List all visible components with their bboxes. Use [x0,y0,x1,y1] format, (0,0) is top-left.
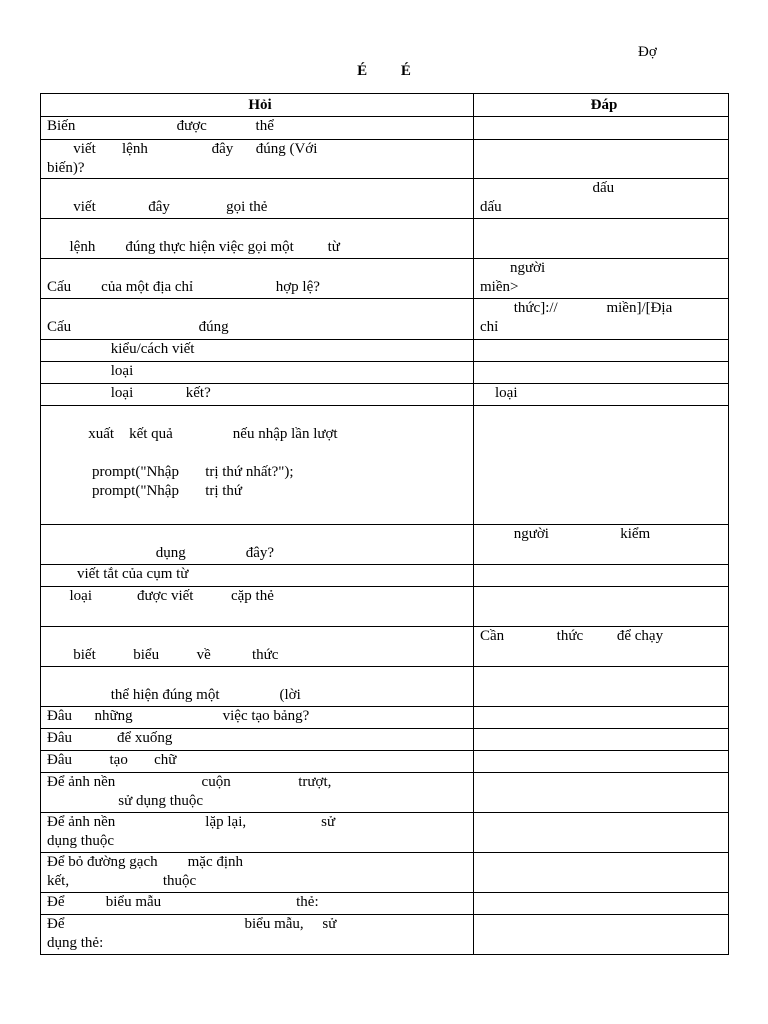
table-row [41,587,729,627]
table-row [41,915,729,955]
table-row [41,627,729,667]
answer-cell: Cần thức để chạy [474,627,729,667]
answer-cell: người miền> [474,259,729,299]
answer-cell [474,362,729,384]
answer-cell: thức]:// miền]/[Địa chỉ [474,299,729,340]
question-cell: xuất kết quả nếu nhập lần lượt prompt("Nhập trị thứ nhất?"); prompt("Nhập trị thứ [41,406,474,525]
question-cell: viết đây gọi thẻ [41,179,474,219]
table-row [41,525,729,565]
table-row [41,362,729,384]
answer-cell [474,406,729,525]
table-row [41,751,729,773]
table-row [41,219,729,259]
question-cell: viết tắt của cụm từ [41,565,474,587]
question-cell: Cấu của một địa chỉ hợp lệ? [41,259,474,299]
question-cell: lệnh đúng thực hiện việc gọi một từ [41,219,474,259]
question-cell: thể hiện đúng một (lời [41,667,474,707]
question-cell: Để ảnh nền cuộn trượt, sử dụng thuộc [41,773,474,813]
answer-cell: người kiểm [474,525,729,565]
question-cell: Để ảnh nền lặp lại, sử dụng thuộc [41,813,474,853]
answer-cell [474,565,729,587]
question-cell: biết biểu về thức [41,627,474,667]
table-row [41,406,729,525]
answer-cell [474,773,729,813]
qa-table [40,93,729,955]
question-cell: Đâu tạo chữ [41,751,474,773]
page-title: É É [357,63,411,79]
table-row [41,813,729,853]
question-cell: Đâu những việc tạo bảng? [41,707,474,729]
question-cell: kiểu/cách viết [41,340,474,362]
table-row [41,259,729,299]
table-row [41,667,729,707]
question-cell: Để biểu mẫu thẻ: [41,893,474,915]
answer-cell [474,893,729,915]
table-row [41,853,729,893]
answer-cell: dấu dấu [474,179,729,219]
table-row [41,117,729,140]
answer-cell [474,751,729,773]
question-cell: Để biểu mẫu, sử dụng thẻ: [41,915,474,955]
question-cell: viết lệnh đây đúng (Với biến)? [41,140,474,179]
table-row [41,707,729,729]
question-cell: dụng đây? [41,525,474,565]
answer-cell [474,729,729,751]
answer-cell [474,340,729,362]
question-cell: loại [41,362,474,384]
table-row [41,179,729,219]
question-cell: Cấu đúng [41,299,474,340]
answer-cell: loại [474,384,729,406]
answer-cell [474,667,729,707]
question-cell: loại kết? [41,384,474,406]
header-top-right: Đợ [638,44,657,60]
answer-cell [474,587,729,627]
answer-cell [474,915,729,955]
question-cell: loại được viết cặp thẻ [41,587,474,627]
column-header-answer: Đáp [474,94,729,117]
table-row [41,384,729,406]
answer-cell [474,140,729,179]
table-row [41,299,729,340]
column-header-question: Hỏi [41,94,474,117]
answer-cell [474,707,729,729]
table-row [41,565,729,587]
table-row [41,340,729,362]
question-cell: Biến được thể [41,117,474,140]
question-cell: Đâu để xuống [41,729,474,751]
answer-cell [474,117,729,140]
answer-cell [474,853,729,893]
question-cell: Để bỏ đường gạch mặc định kết, thuộc [41,853,474,893]
answer-cell [474,813,729,853]
answer-cell [474,219,729,259]
table-row [41,140,729,179]
table-row [41,893,729,915]
table-row [41,773,729,813]
table-row [41,729,729,751]
